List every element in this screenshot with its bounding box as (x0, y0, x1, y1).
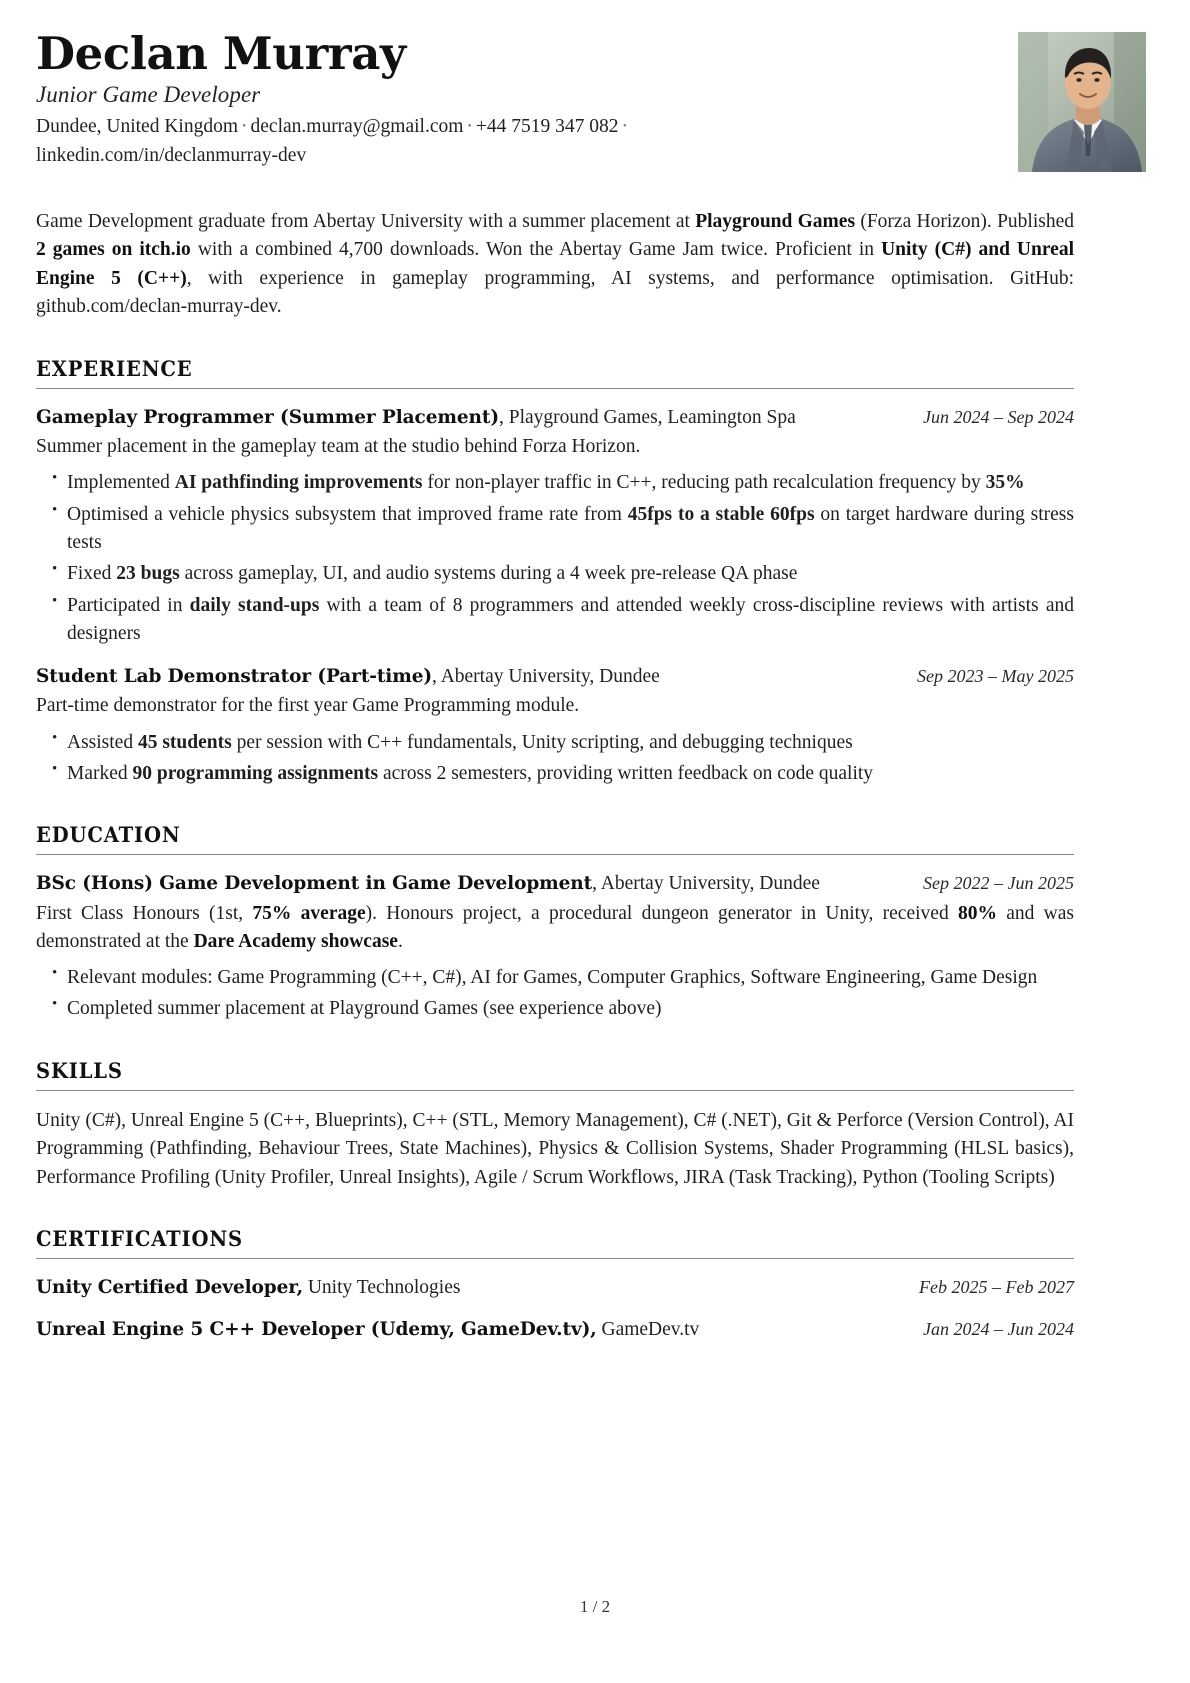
certification-row (36, 1317, 1074, 1342)
sections-container (36, 356, 1074, 1024)
bullet-item-text-0: Fixed (67, 563, 117, 585)
entry-description-highlight-1: 75% average (252, 902, 366, 924)
entry-description-text-0: Part-time demonstrator for the first year Game Programming module. (36, 695, 580, 717)
professional-summary-text-6: , with experience in gameplay programming, AI systems, and performance optimisation. GitHub: github.com/declan-murray-dev. (36, 267, 1074, 318)
bullet-item-text-0: Marked (67, 762, 133, 784)
section-title-skills: SKILLS (36, 1057, 123, 1083)
entry-organisation: , Playground Games, Leamington Spa (498, 406, 796, 428)
bullet-item-text-0: Participated in (67, 594, 190, 616)
candidate-name: Declan Murray (36, 27, 406, 80)
contact-email[interactable]: declan.murray@gmail.com (250, 116, 464, 138)
section-certifications (36, 1226, 1074, 1343)
entry-head (36, 871, 1074, 896)
bullet-item-text-0: Assisted (67, 731, 138, 753)
professional-summary-highlight-1: Playground Games (695, 211, 856, 232)
professional-summary-text-2: (Forza Horizon). Published (855, 211, 1074, 232)
certification-heading (36, 1275, 460, 1300)
entry-description-text-0: First Class Honours (1st, (36, 902, 253, 924)
section-title-certifications: CERTIFICATIONS (36, 1226, 243, 1252)
certifications-list (36, 1275, 1074, 1343)
bullet-item-text-2: with a team of 8 programmers and attended weekly cross-discipline reviews with artists and designers (67, 594, 1074, 644)
bullet-item-highlight-1: daily stand-ups (189, 594, 320, 616)
entry-role: BSc (Hons) Game Development in Game Development (36, 873, 593, 895)
entry-bullet-list (36, 729, 1074, 789)
contact-separator-1: · (241, 116, 248, 138)
entry-dates: Jun 2024 – Sep 2024 (923, 406, 1074, 427)
entry-description (36, 900, 1074, 957)
entry (36, 664, 1074, 788)
certification-name: Unity Certified Developer, (36, 1277, 303, 1299)
contact-separator-2: · (466, 116, 473, 138)
entry-description-text-0: Summer placement in the gameplay team at the studio behind Forza Horizon. (36, 436, 641, 458)
bullet-item (36, 560, 1074, 588)
entry-head (36, 405, 1074, 430)
certification-heading (36, 1317, 699, 1342)
certification-issuer: Unity Technologies (302, 1277, 461, 1299)
bullet-item (36, 995, 1074, 1023)
page-footer (0, 1597, 1190, 1617)
bullet-item-highlight-1: 90 programming assignments (132, 762, 379, 784)
entry-head (36, 664, 1074, 689)
section-rule-education (36, 854, 1074, 855)
entry-heading (36, 664, 660, 689)
section-title-education: EDUCATION (36, 822, 181, 848)
entry (36, 405, 1074, 648)
bullet-item (36, 469, 1074, 497)
bullet-item-text-0: Completed summer placement at Playground Games (see experience above) (67, 998, 662, 1020)
section-rule-skills (36, 1090, 1074, 1091)
bullet-item-text-0: Optimised a vehicle physics subsystem that improved frame rate from (67, 503, 628, 525)
entry-heading (36, 871, 820, 896)
professional-summary-text-4: with a combined 4,700 downloads. Won the Abertay Game Jam twice. Proficient in (190, 239, 882, 261)
bullet-item-text-2: across 2 semesters, providing written feedback on code quality (378, 762, 874, 784)
bullet-item (36, 760, 1074, 788)
entry-heading (36, 405, 796, 430)
entry-dates: Sep 2023 – May 2025 (917, 666, 1074, 687)
section-experience (36, 356, 1074, 788)
entry-description-highlight-3: 80% (957, 902, 997, 924)
bullet-item-highlight-3: 35% (985, 472, 1025, 494)
certification-issuer: GameDev.tv (596, 1319, 700, 1341)
bullet-item-highlight-1: 45 students (137, 731, 232, 753)
bullet-item (36, 729, 1074, 757)
contact-location: Dundee, United Kingdom (36, 116, 239, 138)
entry-bullet-list (36, 964, 1074, 1024)
bullet-item-text-0: Relevant modules: Game Programming (C++, C#), AI for Games, Computer Graphics, Software Engineering, Game Design (67, 967, 1038, 989)
contact-phone[interactable]: +44 7519 347 082 (475, 116, 619, 138)
section-rule-experience (36, 388, 1074, 389)
professional-summary (36, 208, 1074, 322)
bullet-item-text-2: across gameplay, UI, and audio systems during a 4 week pre-release QA phase (179, 563, 798, 585)
entry-description-text-2: ). Honours project, a procedural dungeon generator in Unity, received (365, 902, 958, 924)
professional-summary-highlight-3: 2 games on itch.io (36, 239, 191, 261)
contact-linkedin[interactable]: linkedin.com/in/declanmurray-dev (36, 144, 307, 166)
section-education (36, 822, 1074, 1023)
entry-description (36, 692, 1074, 720)
profile-photo (1018, 32, 1146, 172)
bullet-item-text-2: on target hardware during stress tests (67, 503, 1074, 554)
entry-bullet-list (36, 469, 1074, 648)
certification-row (36, 1275, 1074, 1300)
bullet-item-highlight-1: 45fps to a stable 60fps (627, 503, 815, 525)
entry-organisation: , Abertay University, Dundee (592, 873, 820, 895)
entry-description-highlight-5: Dare Academy showcase (193, 930, 398, 952)
entry-description (36, 433, 1074, 461)
bullet-item-text-2: for non-player traffic in C++, reducing path recalculation frequency by (422, 472, 986, 494)
entry-dates: Sep 2022 – Jun 2025 (923, 873, 1074, 894)
skills-body: Unity (C#), Unreal Engine 5 (C++, Blueprints), C++ (STL, Memory Management), C# (.NET), Git & Perforce (Version Control), AI Programming (Pathfinding, Behaviour Trees, State Machines), Physics & Collision Systems, Shader Programming (HLSL basics), Performance Profiling (Unity Profiler, Unreal Insights), Agile / Scrum Workflows, JIRA (Task Tracking), Python (Tooling Scripts) (36, 1109, 1074, 1188)
contact-separator-3: · (621, 116, 629, 138)
bullet-item (36, 964, 1074, 992)
entry (36, 871, 1074, 1023)
bullet-item-highlight-1: 23 bugs (116, 563, 180, 585)
entry-role: Student Lab Demonstrator (Part-time) (36, 666, 433, 688)
page-indicator: 1 / 2 (579, 1597, 611, 1616)
entry-organisation: , Abertay University, Dundee (432, 666, 660, 688)
certification-dates: Jan 2024 – Jun 2024 (923, 1319, 1074, 1340)
certification-dates: Feb 2025 – Feb 2027 (919, 1277, 1074, 1298)
bullet-item (36, 592, 1074, 649)
section-title-experience: EXPERIENCE (36, 355, 193, 381)
candidate-job-title: Junior Game Developer (36, 81, 261, 107)
bullet-item-highlight-1: AI pathfinding improvements (174, 472, 423, 494)
professional-summary-highlight-5: Unity (C#) and Unreal Engine 5 (C++) (36, 239, 1074, 289)
bullet-item-text-0: Implemented (67, 472, 175, 494)
section-rule-certifications (36, 1258, 1074, 1259)
entry-description-text-4: and was demonstrated at the (36, 902, 1074, 952)
profile-photo-graphic (1018, 32, 1146, 172)
resume-header (36, 27, 1074, 180)
section-skills (36, 1058, 1074, 1192)
bullet-item-text-2: per session with C++ fundamentals, Unity scripting, and debugging techniques (231, 731, 853, 753)
professional-summary-text-0: Game Development graduate from Abertay University with a summer placement at (36, 211, 696, 232)
entry-role: Gameplay Programmer (Summer Placement) (36, 406, 499, 428)
contact-line (36, 113, 736, 170)
bullet-item (36, 501, 1074, 558)
entry-description-text-6: . (397, 930, 403, 952)
certification-name: Unreal Engine 5 C++ Developer (Udemy, GameDev.tv), (36, 1319, 597, 1341)
